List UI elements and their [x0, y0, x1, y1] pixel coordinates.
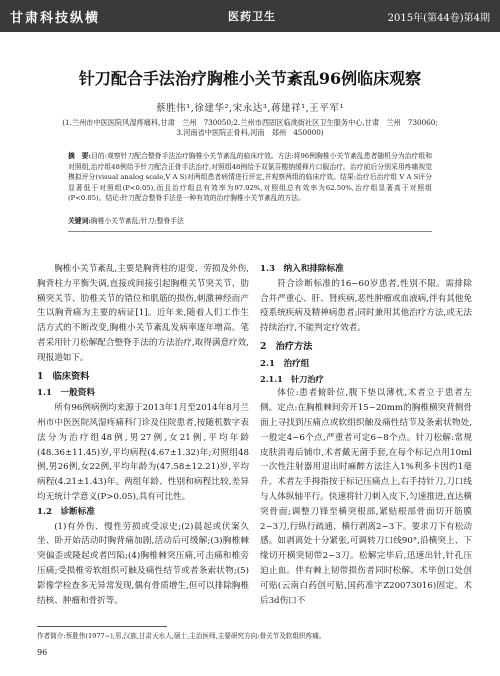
divider	[68, 231, 432, 232]
article-title: 针刀配合手法治疗胸椎小关节紊乱96例临床观察	[78, 69, 422, 88]
keywords	[68, 215, 432, 225]
affiliation-line: (1.兰州市中医医院风湿疼痛科,甘肃 兰州 730050;2.兰州市西固区临洮街社区卫生服务中心,甘肃 兰州 730060;	[62, 118, 438, 127]
abstract	[68, 151, 432, 204]
abstract-label: 摘 要:	[68, 152, 91, 160]
journal-section: 医药卫生	[228, 10, 276, 23]
subsection-heading: 1.3 纳入和排除标准	[260, 264, 344, 274]
section-heading: 2 治疗方法	[260, 340, 313, 352]
issue-info: 2015年(第44卷)第4期	[387, 13, 490, 24]
journal-header	[0, 0, 500, 32]
intro-paragraph: 胸椎小关节紊乱,主要是胸背柱的退变、劳损及外伤,胸背柱力平衡失调,直接或间接引起胸椎关节突关节、肋横突关节、肋椎关节的错位和肌筋的损伤,刺激神经而产生以胸背痛为主要的病证[1]。近年来,随着人们工作生活方式的不断改变,胸椎小关节紊乱发病率逐年增高。笔者采用针刀松解配合整脊手法的方法治疗,取得满意疗效,现报道如下。	[37, 264, 249, 363]
author-footnote: 作者简介:蔡胜伟(1977~),男,汉族,甘肃天水人,硕士,主治医师,主要研究方向:骨关节及软组织疼痛。	[37, 632, 326, 640]
keywords-label: 关键词:	[68, 217, 91, 225]
body-paragraph: 体位:患者俯卧位,腹下垫以薄枕,术者立于患者左侧。定点:在胸椎棘间旁开15~20mm的胸椎横突背侧骨面上寻找到压痛点或软组织触及痛性结节及条索状物处,一般定4~6个点,严重者可定6~8个点。针刀松解:常规皮肤消毒后铺巾,术者戴无菌手套,在每个标记点用10ml一次性注射器用退出时麻醉方法注入1%利多卡因约1毫升。术者左手拇指按于标记压痛点上,右手持针刀,刀口线与人体纵轴平行。快速将针刀刺入皮下,匀速推进,直达横突骨面;调整刀锋至横突根部,紧贴根部骨面切开筋膜2~3刀,行纵行疏通、横行剥离2~3下。要求刀下有松动感。如剥离处十分紧张,可调转刀口线90°,沿横突上、下缘切开横突韧带2~3刀。松解完毕后,迅速出针,针孔压迫止血。伴有棘上韧带损伤者同时松解。术毕创口处创可贴(云南白药创可贴,国药准字Z20073016)固定。术后3d伤口不	[260, 388, 472, 606]
page-number: 96	[37, 648, 48, 657]
keywords-text: 胸椎小关节紊乱;针刀;整脊手法	[90, 217, 184, 225]
column-right	[260, 262, 472, 608]
abstract-text: 目的:观察针刀配合整脊手法治疗胸椎小关节紊乱的临床疗效。方法:将96例胸椎小关节紊乱患者随机分为治疗组和对照组,治疗组48例给予针刀配合正骨手法治疗,对照组48例给予双氯芬酸钠缓释片口服治疗。治疗前后分别采用疼痛视觉模拟评分(visual analog scale,V A S)对两组患者病情进行评定,并观察两组的临床疗效。结果:治疗后治疗组 V A S评分显著低于对照组(P<0.05),而且治疗组总有效率为97.92%,对照组总有效率为62.50%,治疗组显著高于对照组(P<0.05)。结论:针刀配合整脊手法是一种有效的治疗胸椎小关节紊乱的方法。	[68, 152, 432, 203]
journal-brand: 甘肃科技纵横	[10, 11, 101, 26]
body-paragraph: 所有96例病例均来源于2013年1月至2014年8月兰州市中医医院风湿疼痛科门诊及住院患者,按随机数字表法分为治疗组48例,男27例,女21例,平均年龄(48.36±11.45)岁,平均病程(4.67±1.32)年;对照组48例,男26例,女22例,平均年龄为(47.58±12.21)岁,平均病程(4.21±1.43)年。两组年龄、性别和病程比较,差异均无统计学意义(P>0.05),具有可比性。	[37, 403, 249, 502]
subsection-heading: 2.1 治疗组	[260, 358, 310, 369]
affiliations	[60, 118, 440, 138]
subsection-heading: 1.2 诊断标准	[37, 506, 95, 517]
footnote-rule	[37, 626, 167, 627]
author-list: 蔡胜伟¹,徐建华²,宋永达³,蒋建祥¹,王平军¹	[155, 103, 345, 114]
subsubsection-heading: 2.1.1 针刀治疗	[260, 373, 324, 384]
affiliation-line: 3.河南省中医院正骨科,河南 郑州 450000)	[176, 128, 324, 137]
subsection-heading: 1.1 一般资料	[37, 388, 95, 399]
column-left	[37, 262, 249, 608]
body-paragraph: (1)有外伤、慢性劳损或受凉史;(2)晨起或伏案久坐、卧开始活动时胸背痛加剧,活动后可缓解;(3)胸椎棘突偏歪或隆起或者凹陷;(4)胸椎棘突压痛,可击痛和椎旁压痛;受损椎旁软组织可触及痛性结节或者条索状物;(5)影像学检查多无异常发现,偶有骨质增生,但可以排除胸椎结核、肿瘤和骨折等。	[37, 521, 249, 606]
body-paragraph: 符合诊断标准的16~60岁患者,性别不限。需排除合并严重心、肝、肾疾病,恶性肿瘤或血液病,伴有其他免疫系统疾病及精神病患者;同时兼用其他治疗方法,或无法持续治疗,不能判定疗效者。	[260, 278, 472, 334]
section-heading: 1 临床资料	[37, 370, 90, 382]
